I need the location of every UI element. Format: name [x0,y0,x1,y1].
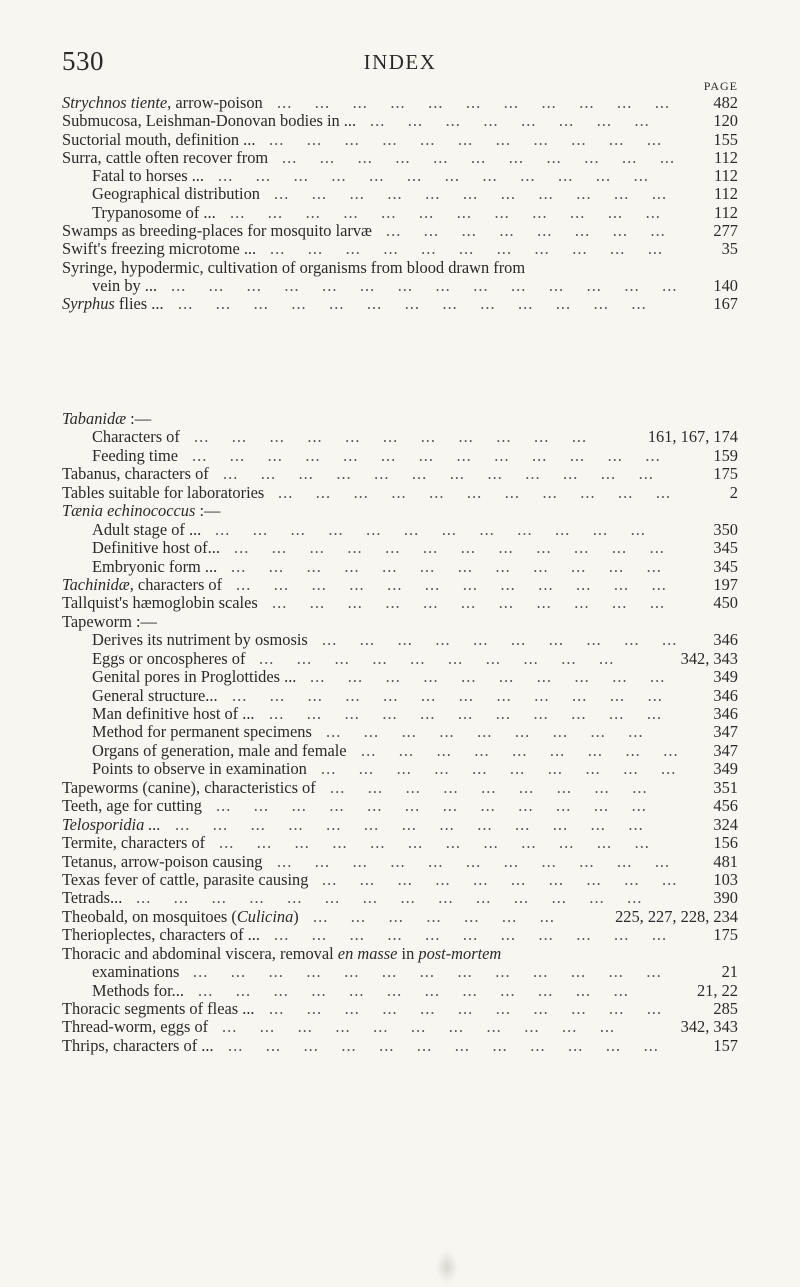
entry-pages: 175 [713,464,738,484]
entry-pages: 35 [721,239,738,259]
entry-heading [92,521,201,539]
leader-dots: ... ... ... ... ... ... ... ... ... ... ... [274,185,685,204]
entry-heading [62,410,151,428]
entry-heading [62,259,525,277]
index-entry [62,797,738,815]
entry-pages: 103 [713,869,738,889]
entry-pages: 2 [729,482,738,502]
entry-heading-part: Texas fever of cattle, parasite causing [62,869,309,889]
entry-heading-part: Trypanosome of ... [92,202,216,222]
entry-heading [62,594,258,612]
entry-heading [62,112,356,130]
entry-pages: 285 [713,999,738,1018]
leader-dots: ... ... ... ... ... ... ... ... ... ... ... ... [219,834,668,853]
leader-dots: ... ... ... ... ... ... ... ... ... ... ... [282,148,693,167]
entry-heading [92,631,308,649]
entry-pages: 347 [713,722,738,742]
index-entry [62,613,738,631]
ink-smudge [436,1250,458,1284]
entry-heading-part: Tables suitable for laboratories [62,482,265,502]
entry-heading-part: Genital pores in Proglottides ... [92,667,297,687]
index-entry [62,259,738,277]
leader-dots: ... ... ... ... ... ... ... ... ... ... ... ... [218,167,667,186]
leader-dots: ... ... ... ... ... ... ... ... ... ... ... [277,94,688,112]
entry-pages: 347 [713,740,738,760]
index-entry [62,539,738,557]
entry-heading-part: Therioplectes, characters of ... [62,925,260,945]
entry-heading [62,484,264,502]
leader-dots: ... ... ... ... ... ... ... ... ... ... ... ... [234,539,683,558]
entry-heading-part: Surra, cattle often recover from [62,147,269,167]
entry-pages: 21 [721,962,738,982]
leader-dots: ... ... ... ... ... ... ... ... ... ... ... ... ... [192,446,679,465]
entry-heading-part: , arrow-poison [167,93,263,112]
entry-pages: 155 [713,129,738,149]
index-entry [62,277,738,295]
index-entry [62,222,738,240]
entry-pages: 161, 167, 174 [647,427,738,447]
leader-dots: ... ... ... ... ... ... ... ... ... ... ... [222,1018,633,1037]
leader-dots: ... ... ... ... ... ... ... ... ... ... [310,668,683,687]
index-entry [62,484,738,502]
entry-pages: 112 [714,147,738,167]
index-entry [62,723,738,741]
entry-heading [62,1037,214,1055]
leader-dots: ... ... ... ... ... ... ... ... ... ... ... ... [232,686,681,705]
entry-heading-part: Thoracic segments of fleas ... [62,999,255,1018]
entry-heading [62,908,299,926]
leader-dots: ... ... ... ... ... ... ... ... ... ... ... [274,926,685,945]
index-entry [62,687,738,705]
entry-pages: 120 [713,111,738,131]
entry-pages: 277 [713,221,738,241]
leader-dots: ... ... ... ... ... ... ... ... ... ... ... ... ... [178,295,665,314]
entry-heading-part: Fatal to horses ... [92,166,204,186]
entry-heading-part: Theobald, on mosquitoes ( [62,906,237,926]
page-number: 530 [62,46,104,76]
entry-pages: 346 [713,704,738,723]
leader-dots: ... ... ... ... ... ... ... ... ... ... [322,631,695,650]
leader-dots: ... ... ... ... ... ... ... ... ... ... ... ... [215,520,664,539]
index-entry [62,112,738,130]
entry-heading-part: Syrphus [62,294,115,314]
index-entry [62,889,738,907]
entry-heading-part: Submucosa, Leishman-Donovan bodies in ... [62,111,357,131]
entry-heading-part: Tallquist's hæmoglobin scales [62,593,258,613]
entry-heading-part: en masse [337,943,398,963]
entry-heading-part: Derives its nutriment by osmosis [92,630,308,650]
leader-dots: ... ... ... ... ... ... ... ... ... [330,778,665,797]
entry-heading-part: Suctorial mouth, definition ... [62,129,256,149]
leader-dots: ... ... ... ... ... ... ... ... ... ... ... [194,428,605,447]
index-entry [62,631,738,649]
leader-dots: ... ... ... ... ... ... ... ... ... ... ... ... ... [193,963,680,982]
entry-pages: 481 [713,851,738,871]
entry-heading-part: Man definitive host of ... [92,704,255,723]
entry-heading-part: Thoracic and abdominal viscera, removal [62,943,338,963]
page-column-label: PAGE [703,79,738,93]
index-entry [62,167,738,185]
entry-heading-part: Organs of generation, male and female [92,740,347,760]
entry-heading-part: in [397,943,419,963]
entry-heading [92,760,307,778]
leader-dots: ... ... ... ... ... ... ... ... ... ... ... ... [223,465,672,484]
index-entry [62,963,738,981]
index-entry [62,816,738,834]
entry-heading [62,240,256,258]
entry-heading-part: Tetrads... [62,888,123,908]
entry-heading [92,277,157,295]
entry-heading [62,502,220,520]
entry-heading [62,295,164,313]
index-entry [62,760,738,778]
entry-heading [62,926,260,944]
entry-heading-part: Points to observe in examination [92,759,307,779]
entry-heading-part: Method for permanent specimens [92,722,312,742]
entry-pages: 345 [713,538,738,558]
index-block-t [62,410,738,1055]
page-header [62,40,738,84]
entry-pages: 390 [713,888,738,908]
index-entry [62,447,738,465]
entry-heading-part: Teeth, age for cutting [62,796,202,816]
entry-heading [92,963,179,981]
entry-pages: 112 [714,166,738,186]
entry-heading-part: Telosporidia ... [62,814,161,834]
index-entry [62,779,738,797]
entry-pages: 346 [713,685,738,705]
leader-dots: ... ... ... ... ... ... ... ... ... ... ... ... ... ... [136,889,660,908]
entry-heading-part: examinations [92,962,180,982]
entry-heading-part: Feeding time [92,445,179,465]
index-entry [62,1018,738,1036]
entry-heading-part: :— [195,501,221,521]
entry-heading [62,889,122,907]
index-entry [62,1000,738,1018]
entry-heading-part: Tabanidæ [62,409,127,428]
entry-pages: 351 [713,777,738,797]
index-entry [62,465,738,483]
entry-heading-part: Strychnos tiente [62,93,168,112]
leader-dots: ... ... ... ... ... ... ... ... ... ... ... [269,1000,680,1018]
entry-heading-part: Embryonic form ... [92,556,218,576]
entry-heading-part: Tænia echinococcus [62,501,196,521]
entry-heading-part: Swift's freezing microtome ... [62,239,257,259]
entry-heading-part: Tapeworm :— [62,611,157,631]
entry-heading [92,558,217,576]
entry-heading [62,871,308,889]
entry-heading [92,204,216,222]
leader-dots: ... ... ... ... ... ... ... ... ... ... ... [278,483,689,502]
entry-pages: 345 [713,556,738,576]
index-entry [62,149,738,167]
entry-heading-part: ) [293,906,299,926]
entry-heading [92,723,312,741]
entry-heading-part: Characters of [92,427,180,447]
entry-heading [92,539,220,557]
index-entry [62,908,738,926]
index-entry [62,594,738,612]
index-entry [62,982,738,1000]
entry-heading [62,816,161,834]
entry-heading [92,185,260,203]
entry-heading [62,945,501,963]
entry-pages: 140 [713,275,738,295]
entry-heading-part: Tetanus, arrow-poison causing [62,851,263,871]
index-entry [62,926,738,944]
entry-heading-part: Definitive host of... [92,538,220,558]
entry-heading [92,447,178,465]
entry-heading [92,705,255,723]
leader-dots: ... ... ... ... ... ... ... ... ... ... ... ... [228,1036,677,1055]
leader-dots: ... ... ... ... ... ... ... ... ... ... ... [272,594,683,613]
entry-heading-part: Termite, characters of [62,833,206,853]
entry-heading-part: Methods for... [92,980,184,1000]
entry-heading [62,131,255,149]
entry-heading-part: Eggs or oncospheres of [92,648,246,668]
entry-heading-part: :— [126,409,152,428]
entry-pages: 324 [713,814,738,834]
index-entry [62,945,738,963]
leader-dots: ... ... ... ... ... ... ... ... ... ... [259,649,632,668]
leader-dots: ... ... ... ... ... ... ... ... ... ... [322,870,695,889]
entry-heading [92,167,204,185]
entry-heading [62,222,372,240]
leader-dots: ... ... ... ... ... ... ... ... ... ... ... ... [198,981,647,1000]
leader-dots: ... ... ... ... ... ... ... ... ... ... ... ... [216,797,665,816]
entry-pages: 175 [713,925,738,945]
entry-pages: 112 [714,184,738,204]
index-entry [62,853,738,871]
entry-heading-part: Culicina [236,906,294,926]
entry-pages: 156 [713,833,738,853]
index-entry [62,240,738,258]
leader-dots: ... ... ... ... ... ... ... ... ... ... ... ... [231,557,680,576]
entry-pages: 342, 343 [680,1017,738,1037]
entry-pages: 349 [713,759,738,779]
entry-heading [62,1018,208,1036]
leader-dots: ... ... ... ... ... ... ... ... [370,112,668,131]
entry-pages: 482 [713,93,738,112]
entry-heading [92,742,347,760]
leader-dots: ... ... ... ... ... ... ... ... ... ... ... [269,705,680,723]
index-entry [62,576,738,594]
index-entry [62,131,738,149]
entry-heading-part: Thrips, characters of ... [62,1035,214,1055]
entry-heading [92,982,184,1000]
entry-heading [62,834,205,852]
index-entry [62,871,738,889]
entry-heading [92,650,245,668]
entry-pages: 21, 22 [697,980,738,1000]
index-entry [62,668,738,686]
leader-dots: ... ... ... ... ... ... ... ... ... [361,741,696,760]
entry-heading-part: Tapeworms (canine), characteristics of [62,777,316,797]
index-entry [62,650,738,668]
entry-heading-part: Geographical distribution [92,184,260,204]
entry-heading [62,797,202,815]
entry-pages: 197 [713,574,738,594]
leader-dots: ... ... ... ... ... ... ... ... ... ... ... [270,240,681,259]
entry-heading [62,576,222,594]
entry-pages: 450 [713,593,738,613]
index-entry [62,295,738,313]
index-entry [62,204,738,222]
entry-heading [62,465,209,483]
entry-pages: 225, 227, 228, 234 [615,906,738,926]
entry-pages: 159 [713,445,738,465]
index-entry [62,834,738,852]
entry-pages: 350 [713,519,738,539]
entry-heading [62,613,157,631]
index-entry [62,1037,738,1055]
leader-dots: ... ... ... ... ... ... ... ... ... ... ... ... ... ... [171,276,695,295]
entry-heading [92,668,296,686]
index-entry [62,502,738,520]
entry-pages: 349 [713,667,738,687]
entry-heading-part: Swamps as breeding-places for mosquito larvæ [62,221,372,241]
entry-heading-part: Tabanus, characters of [62,464,209,484]
entry-heading [62,1000,255,1018]
entry-heading [62,149,268,167]
entry-pages: 456 [713,796,738,816]
entry-heading-part: Syringe, hypodermic, cultivation of organisms from blood drawn from [62,257,526,277]
index-entry [62,410,738,428]
entry-heading-part: vein by ... [92,275,158,295]
entry-pages: 112 [714,202,738,222]
entry-heading-part: , characters of [129,574,223,594]
entry-heading-part: Thread-worm, eggs of [62,1017,209,1037]
leader-dots: ... ... ... ... ... ... ... ... [386,222,684,241]
entry-pages: 346 [713,630,738,650]
entry-pages: 167 [713,294,738,314]
leader-dots: ... ... ... ... ... ... ... ... ... ... ... [277,852,688,871]
entry-heading-part: flies ... [114,294,164,314]
entry-heading [62,853,263,871]
entry-heading [92,428,180,446]
entry-heading [92,687,218,705]
leader-dots: ... ... ... ... ... ... ... ... ... ... [321,760,694,779]
index-entry [62,521,738,539]
index-block-s [62,94,738,314]
entry-pages: 157 [713,1035,738,1055]
index-entry [62,428,738,446]
entry-heading [62,779,316,797]
entry-heading-part: Adult stage of ... [92,519,202,539]
index-entry [62,185,738,203]
entry-heading [62,94,263,112]
index-entry [62,558,738,576]
leader-dots: ... ... ... ... ... ... ... ... ... ... ... ... [230,203,679,222]
index-entry [62,742,738,760]
leader-dots: ... ... ... ... ... ... ... ... ... [326,723,661,742]
entry-heading-part: Tachinidæ [62,574,130,594]
entry-heading-part: General structure... [92,685,218,705]
leader-dots: ... ... ... ... ... ... ... ... ... ... ... ... [236,575,685,594]
entry-pages: 342, 343 [680,648,738,668]
leader-dots: ... ... ... ... ... ... ... [313,907,573,926]
page-title: INDEX [363,50,437,74]
index-entry [62,94,738,112]
index-entry [62,705,738,723]
entry-heading-part: post-mortem [418,943,502,963]
leader-dots: ... ... ... ... ... ... ... ... ... ... ... ... ... [175,815,662,834]
leader-dots: ... ... ... ... ... ... ... ... ... ... ... [269,130,680,149]
